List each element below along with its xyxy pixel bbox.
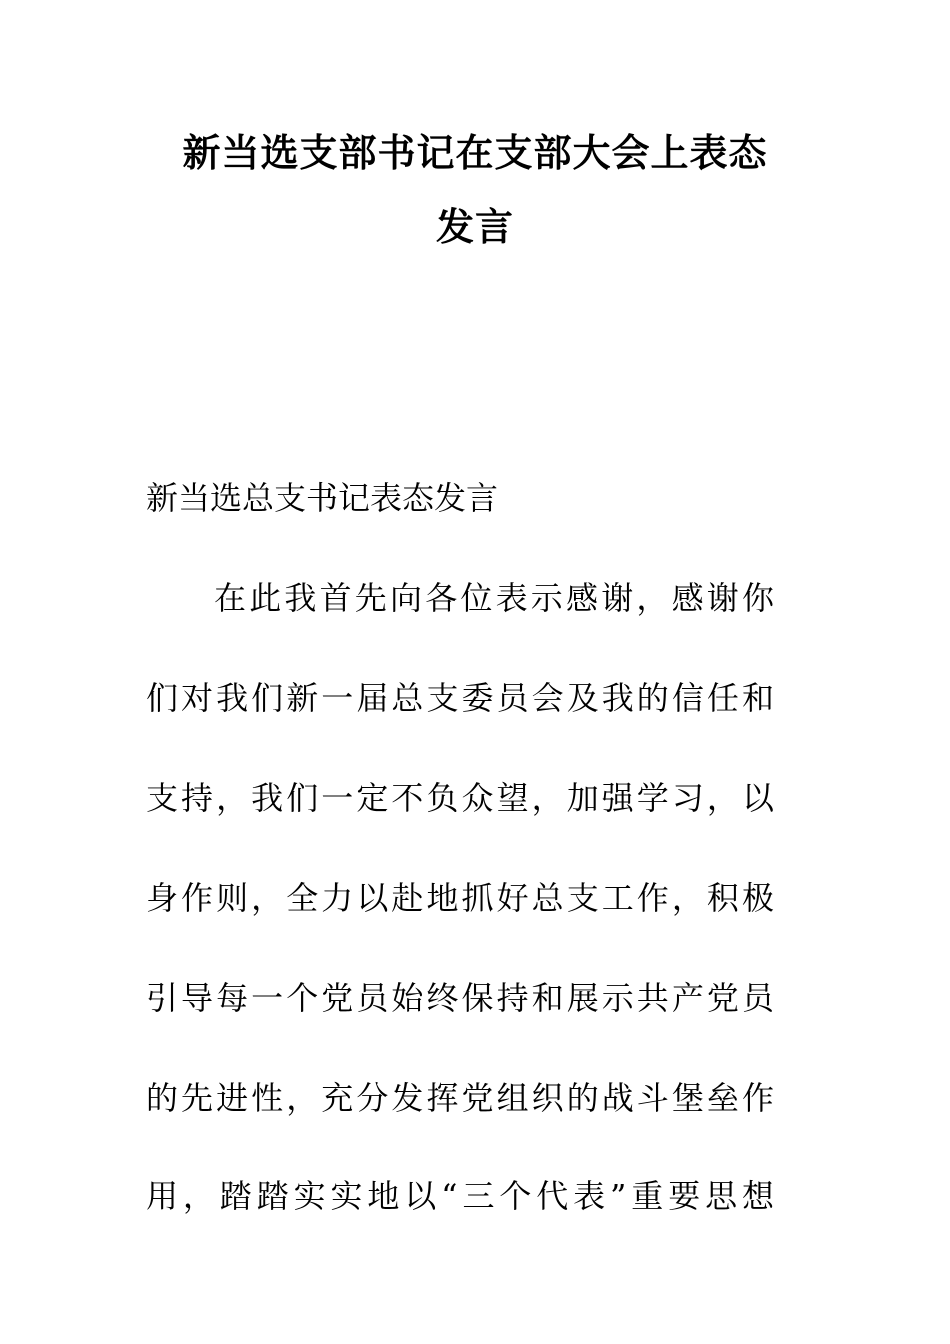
section-subtitle: 新当选总支书记表态发言 [146,479,499,517]
body-text-line-2: 们对我们新一届总支委员会及我的信任和 [146,679,774,717]
document-title-line-2: 发言 [435,204,514,249]
body-text-line-6: 的先进性，充分发挥党组织的战斗堡垒作 [146,1079,774,1117]
body-text-line-5: 引导每一个党员始终保持和展示共产党员 [146,979,774,1017]
document-title-line-1: 新当选支部书记在支部大会上表态 [182,130,768,175]
body-text-line-1: 在此我首先向各位表示感谢，感谢你 [214,579,774,617]
body-text-line-4: 身作则，全力以赴地抓好总支工作，积极 [146,879,774,917]
body-text-line-7: 用，踏踏实实地以“三个代表”重要思想 [146,1177,774,1215]
body-text-line-3: 支持，我们一定不负众望，加强学习，以 [146,779,774,817]
